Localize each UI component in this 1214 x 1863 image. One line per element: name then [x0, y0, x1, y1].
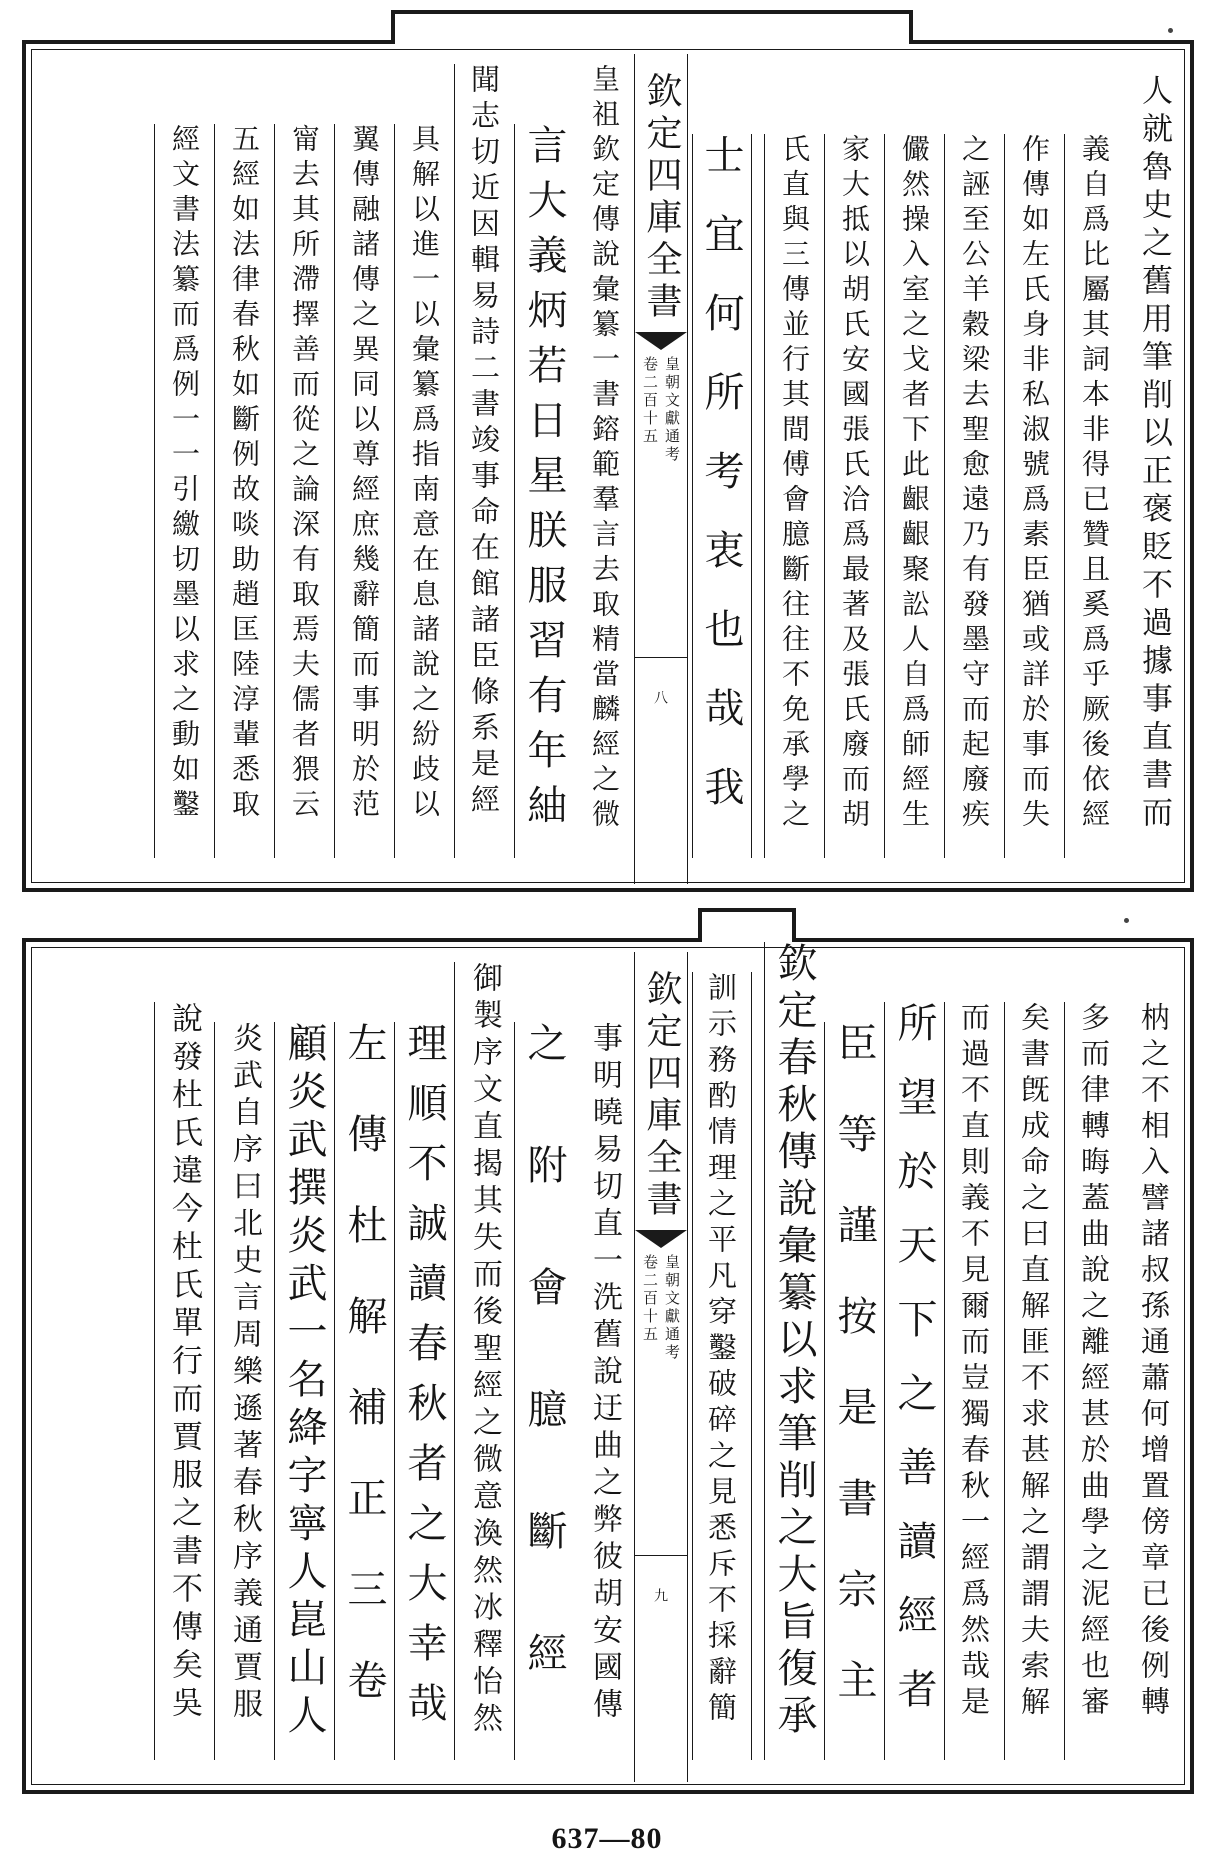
bottom-col-10: 之附會臆斷經 — [514, 1022, 574, 1760]
top-col-12: 具解以進一以彙纂爲指南意在息諸說之紛歧以 — [394, 124, 454, 858]
bottom-folio-number: 九 — [652, 1588, 668, 1602]
top-fish-tail-mark — [635, 332, 687, 350]
bottom-col-1: 枘之不相入譬諸叔孫通蕭何增置傍章已後例轉 — [1137, 1002, 1171, 1722]
bottom-col-7: 欽定春秋傳說彙纂以求筆削之大旨復承 — [764, 942, 824, 1760]
bottom-col-16: 說發杜氏違今杜氏單行而賈服之書不傳矣吳 — [154, 1002, 214, 1760]
top-col-8: 士宜何所考衷也哉我 — [692, 134, 752, 858]
top-col-11: 聞志切近因輯易詩二書竣事命在館諸臣條系是經 — [454, 64, 514, 858]
top-col-15: 五經如法律春秋如斷例故啖助趙匡陸淳輩悉取 — [214, 124, 274, 858]
bottom-col-11: 御製序文直揭其失而後聖經之微意渙然冰釋怡然 — [454, 962, 514, 1760]
top-margin-source-volume: 卷二百十五 — [641, 356, 659, 446]
bottom-col-2: 多而律轉晦蓋曲說之離經甚於曲學之泥經也審 — [1064, 1002, 1124, 1760]
top-margin-source-title: 皇朝文獻通考 — [663, 356, 681, 464]
top-page-header-tab — [391, 10, 913, 44]
top-col-14: 甯去其所滯擇善而從之論深有取焉夫儒者猥云 — [274, 124, 334, 858]
bottom-margin-title: 欽定四庫全書 — [641, 970, 682, 1222]
bottom-col-8: 訓示務酌情理之平凡穿鑿破碎之見悉斥不採辭簡 — [692, 972, 752, 1760]
bottom-col-15: 炎武自序曰北史言周樂遜著春秋序義通賈服 — [214, 1022, 274, 1760]
top-page — [22, 40, 1194, 892]
top-col-4: 之誣至公羊穀梁去聖愈遠乃有發墨守而起廢疾 — [944, 134, 1004, 858]
bottom-folio-rule-upper — [635, 1555, 687, 1557]
bottom-margin-source — [635, 1254, 687, 1362]
bottom-page — [22, 938, 1194, 1794]
bottom-margin-source-volume: 卷二百十五 — [641, 1254, 659, 1344]
bottom-col-12: 理順不誠讀春秋者之大幸哉 — [394, 1022, 454, 1760]
top-folio-number: 八 — [652, 690, 668, 704]
bottom-col-4: 而過不直則義不見爾而豈獨春秋一經爲然哉是 — [944, 1002, 1004, 1760]
top-col-3: 作傳如左氏身非私淑號爲素臣猶或詳於事而失 — [1004, 134, 1064, 858]
top-margin-source — [635, 356, 687, 464]
scan-speck — [1124, 918, 1129, 923]
bottom-col-13: 左傳杜解補正三卷 — [334, 1022, 394, 1760]
bottom-col-9: 事明曉易切直一洗舊說迂曲之弊彼胡安國傳 — [587, 1022, 622, 1725]
top-col-1: 人就魯史之舊用筆削以正褒貶不過據事直書而 — [1136, 74, 1172, 834]
bottom-col-6: 臣等謹按是書宗主 — [824, 1022, 884, 1760]
bottom-col-3: 矣書旣成命之曰直解匪不求甚解之謂謂夫索解 — [1004, 1002, 1064, 1760]
top-col-6: 家大抵以胡氏安國張氏洽爲最著及張氏廢而胡 — [824, 134, 884, 858]
bottom-margin-source-title: 皇朝文獻通考 — [663, 1254, 681, 1362]
bottom-fish-tail-mark — [635, 1230, 687, 1248]
bottom-page-header-tab — [698, 908, 796, 942]
top-col-2: 義自爲比屬其詞本非得已贊且奚爲乎厥後依經 — [1064, 134, 1124, 858]
bottom-margin-strip — [634, 952, 688, 1782]
scan-speck — [1168, 28, 1173, 33]
bottom-col-14: 顧炎武撰炎武一名絳字寧人崑山人 — [274, 1022, 334, 1760]
top-col-10: 言大義炳若日星朕服習有年紬 — [514, 124, 574, 858]
top-col-13: 翼傳融諸傳之異同以尊經庶幾辭簡而事明於范 — [334, 124, 394, 858]
top-col-5: 儼然操入室之戈者下此齦齦聚訟人自爲師經生 — [884, 134, 944, 858]
top-col-7: 氏直與三傳並行其間傅會臆斷往往不免承學之 — [764, 134, 824, 858]
top-col-9: 皇祖欽定傳說彙纂一書鎔範羣言去取精當麟經之微 — [588, 64, 621, 834]
top-col-16: 經文書法纂而爲例一一引繳切墨以求之動如鑿 — [154, 124, 214, 858]
top-margin-strip — [634, 54, 688, 884]
page-number-footer: 637—80 — [551, 1822, 663, 1855]
top-margin-title: 欽定四庫全書 — [641, 72, 682, 324]
top-folio-rule-upper — [635, 657, 687, 659]
bottom-col-5: 所望於天下之善讀經者 — [884, 1002, 944, 1760]
